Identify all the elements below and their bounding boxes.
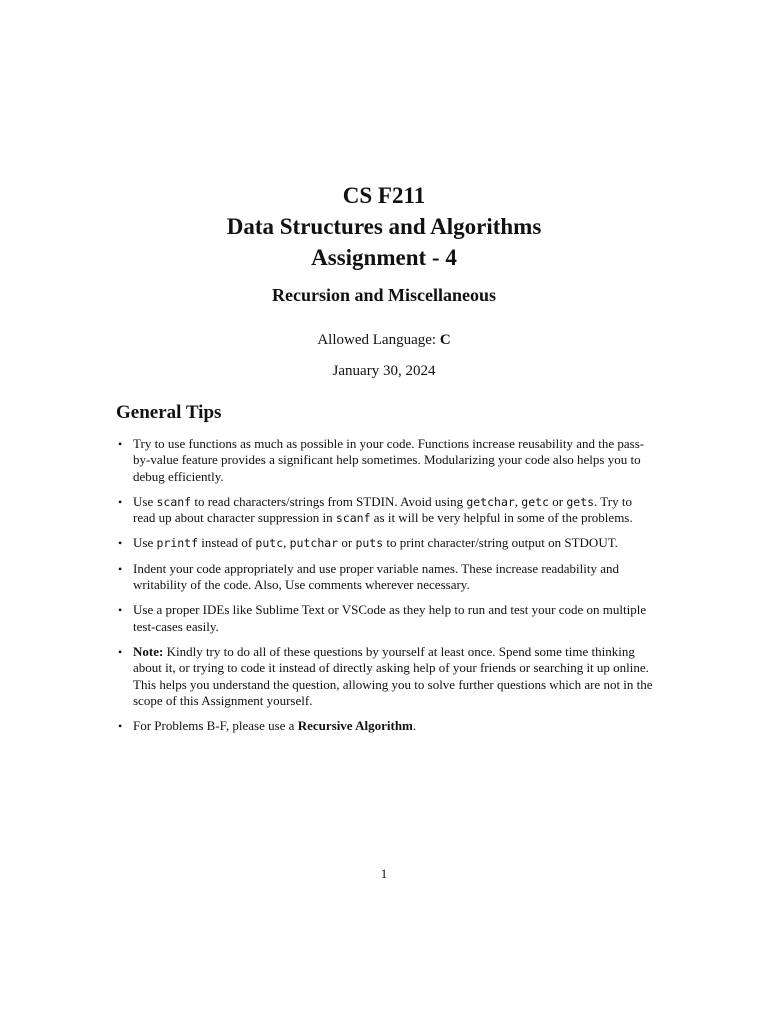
list-item	[116, 436, 654, 485]
section-heading: General Tips	[116, 402, 222, 423]
tip-text: Use a proper IDEs like Sublime Text or VSCode as they help to run and test your code on multiple test-cases easily.	[133, 602, 647, 634]
assignment-title: Assignment - 4	[311, 245, 457, 270]
language-value: C	[439, 332, 451, 348]
language-label: Allowed Language:	[317, 332, 437, 348]
code-printf: printf	[156, 536, 199, 551]
tip-text: Kindly try to do all of these questions by yourself at least once. Spend some time thinking about it, or trying to code it instead of directly asking help of your friends or searching it up online. This helps you understand the question, allowing you to solve further questions which are not in the scope of this Assignment yourself.	[133, 643, 653, 708]
tip-text: For Problems B-F, please use a	[133, 718, 298, 734]
list-item	[116, 602, 654, 635]
list-item	[116, 535, 654, 551]
tip-text: Use	[133, 493, 157, 509]
document-date: January 30, 2024	[332, 363, 436, 379]
course-code: CS F211	[342, 183, 426, 208]
assignment-topic: Recursion and Miscellaneous	[271, 285, 496, 305]
tip-text: instead of	[198, 535, 256, 551]
bullet-icon: •	[118, 494, 123, 509]
tip-text: Use	[133, 535, 157, 551]
bullet-icon: •	[118, 719, 123, 734]
tips-list	[116, 436, 654, 743]
tip-text: .	[412, 718, 417, 734]
code-scanf: scanf	[156, 494, 192, 509]
course-name: Data Structures and Algorithms	[226, 214, 542, 239]
tip-text: or	[549, 493, 567, 509]
bullet-icon: •	[118, 437, 123, 451]
code-scanf: scanf	[335, 511, 371, 526]
allowed-language	[0, 332, 768, 349]
list-item	[116, 644, 654, 709]
tip-text: as it will be very helpful in some of the problems.	[370, 510, 633, 526]
code-getc: getc	[521, 494, 549, 509]
tip-text: Try to use functions as much as possible in your code. Functions increase reusability and the pass-by-value feature provides a significant help sometimes. Modularizing your code also helps you to debug efficiently.	[133, 436, 645, 484]
tip-text: ,	[514, 493, 522, 509]
tip-text: or	[338, 535, 356, 551]
code-getchar: getchar	[466, 494, 515, 509]
code-putchar: putchar	[289, 536, 339, 551]
list-item	[116, 561, 654, 594]
tip-text: to print character/string output on STDOUT.	[383, 535, 618, 551]
code-puts: puts	[355, 536, 384, 551]
bullet-icon: •	[118, 561, 123, 576]
bullet-icon: •	[118, 644, 123, 659]
tip-text: . Try to read up about character suppression in	[133, 493, 632, 526]
note-label: Note:	[133, 643, 164, 659]
bullet-icon: •	[118, 603, 123, 618]
tip-text: to read characters/strings from STDIN. Avoid using	[191, 493, 467, 509]
recursive-algorithm-emphasis: Recursive Algorithm	[297, 718, 413, 734]
title-block	[0, 180, 768, 380]
tip-text: Indent your code appropriately and use proper variable names. These increase readability and writability of the code. Also, Use comments wherever necessary.	[133, 560, 619, 593]
code-gets: gets	[566, 494, 595, 509]
bullet-icon: •	[118, 536, 123, 551]
code-putc: putc	[255, 536, 284, 551]
page-number: 1	[380, 866, 388, 881]
list-item	[116, 718, 654, 734]
tip-text: ,	[283, 535, 290, 551]
list-item	[116, 494, 654, 527]
